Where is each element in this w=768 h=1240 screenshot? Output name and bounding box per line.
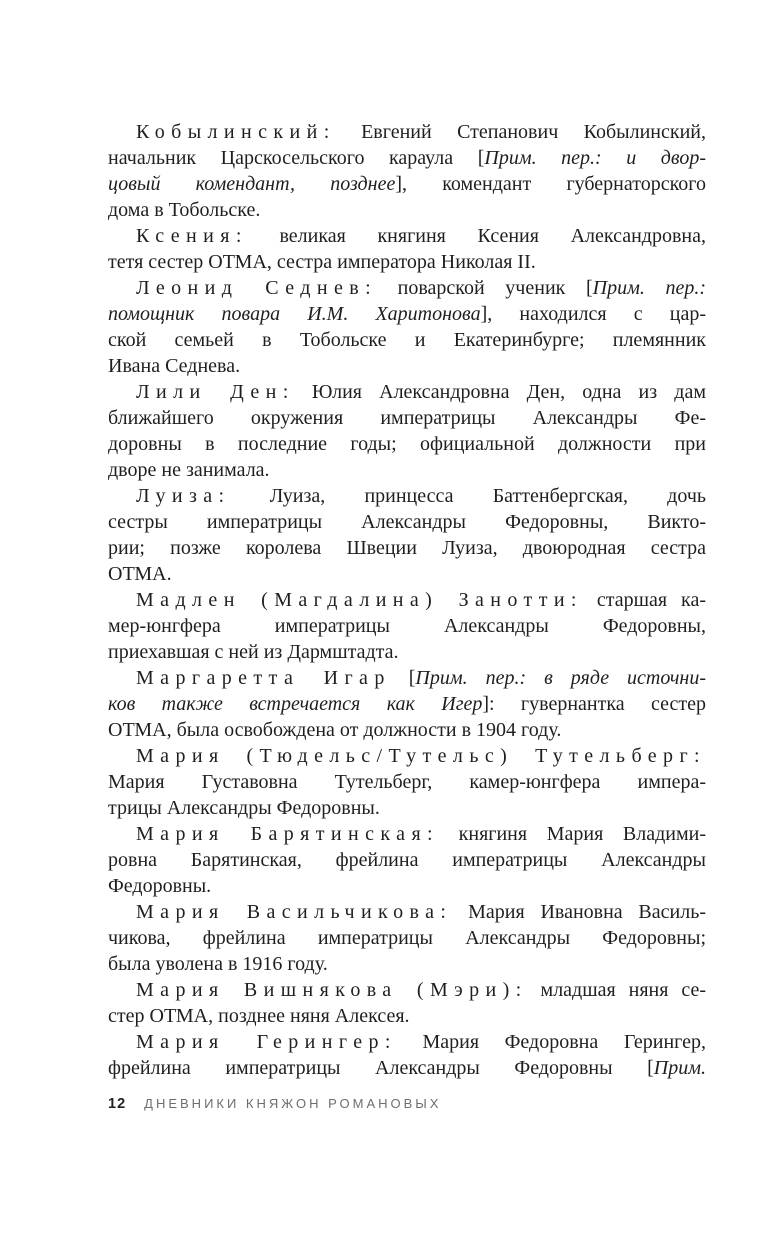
glossary-term: Мария Герингер: xyxy=(136,1031,397,1053)
text-line xyxy=(108,847,706,873)
body-text-run: ОТМА, была освобождена от должности в 1904 году. xyxy=(108,719,562,741)
glossary-term: Мария Васильчикова: xyxy=(136,901,453,923)
glossary-entry xyxy=(108,379,706,483)
glossary-entry xyxy=(108,821,706,899)
text-line xyxy=(108,249,706,275)
translator-note-text: цовый комендант, позднее xyxy=(108,173,396,195)
text-line xyxy=(108,223,706,249)
body-text-run: начальник Царскосельского караула [ xyxy=(108,147,485,169)
text-line xyxy=(108,431,706,457)
glossary-term: Мадлен (Магдалина) Занотти: xyxy=(136,589,583,611)
text-line xyxy=(108,561,706,587)
body-text-run: Мария Ивановна Василь- xyxy=(452,901,706,923)
text-line xyxy=(108,769,706,795)
text-line xyxy=(108,691,706,717)
text-line xyxy=(108,1003,706,1029)
text-line xyxy=(108,665,706,691)
text-line xyxy=(108,197,706,223)
translator-note-text: ков также встречается как Игер xyxy=(108,693,483,715)
body-text-run: великая княгиня Ксения Александровна, xyxy=(247,225,706,247)
page-footer xyxy=(108,1096,706,1112)
text-line xyxy=(108,613,706,639)
text-line xyxy=(108,275,706,301)
glossary-term: Кобылинский: xyxy=(136,121,336,143)
glossary-term: Маргаретта Игар xyxy=(136,667,391,689)
text-line xyxy=(108,405,706,431)
text-line xyxy=(108,145,706,171)
translator-note-text: Прим. xyxy=(653,1057,706,1079)
glossary-entry xyxy=(108,1029,706,1081)
glossary-text-block xyxy=(108,119,706,1081)
glossary-entry xyxy=(108,665,706,743)
text-line xyxy=(108,483,706,509)
text-line xyxy=(108,379,706,405)
text-line xyxy=(108,873,706,899)
body-text-run: княгиня Мария Владими- xyxy=(439,823,706,845)
glossary-entry xyxy=(108,977,706,1029)
body-text-run: дома в Тобольске. xyxy=(108,199,261,221)
text-line xyxy=(108,509,706,535)
body-text-run: трицы Александры Федоровны. xyxy=(108,797,380,819)
text-line xyxy=(108,743,706,769)
glossary-term: Леонид Седнев: xyxy=(136,277,378,299)
glossary-entry xyxy=(108,587,706,665)
text-line xyxy=(108,821,706,847)
body-text-run: Федоровны. xyxy=(108,875,212,897)
body-text-run: сестры императрицы Александры Федоровны, Викто- xyxy=(108,511,706,533)
glossary-entry xyxy=(108,223,706,275)
text-line xyxy=(108,951,706,977)
body-text-run: Евгений Степанович Кобылинский, xyxy=(335,121,706,143)
text-line xyxy=(108,977,706,1003)
body-text-run: поварской ученик [ xyxy=(377,277,593,299)
glossary-term: Луиза: xyxy=(136,485,231,507)
body-text-run: Мария Федоровна Герингер, xyxy=(396,1031,706,1053)
text-line xyxy=(108,171,706,197)
body-text-run: Луиза, принцесса Баттенбергская, дочь xyxy=(230,485,706,507)
text-line xyxy=(108,1055,706,1081)
glossary-entry xyxy=(108,275,706,379)
text-line xyxy=(108,457,706,483)
body-text-run: ], комендант губернаторского xyxy=(395,173,706,195)
text-line xyxy=(108,327,706,353)
body-text-run: младшая няня се- xyxy=(527,979,706,1001)
glossary-term: Мария Барятинская: xyxy=(136,823,440,845)
text-line xyxy=(108,795,706,821)
body-text-run: ]: гувернантка сестер xyxy=(482,693,706,715)
glossary-entry xyxy=(108,483,706,587)
text-line xyxy=(108,717,706,743)
text-line xyxy=(108,301,706,327)
glossary-term: Мария (Тюдельс/Тутельс) Тутельберг: xyxy=(136,745,706,767)
translator-note-text: Прим. пер.: xyxy=(592,277,706,299)
body-text-run: ской семьей в Тобольске и Екатеринбурге; племянник xyxy=(108,329,706,351)
translator-note-text: Прим. пер.: в ряде источни- xyxy=(415,667,706,689)
translator-note-text: Прим. пер.: и двор- xyxy=(484,147,706,169)
body-text-run: ], находился с цар- xyxy=(480,303,706,325)
glossary-term: Лили Ден: xyxy=(136,381,295,403)
glossary-entry xyxy=(108,119,706,223)
body-text-run: Юлия Александровна Ден, одна из дам xyxy=(294,381,706,403)
body-text-run: была уволена в 1916 году. xyxy=(108,953,328,975)
body-text-run: старшая ка- xyxy=(582,589,706,611)
body-text-run: доровны в последние годы; официальной должности при xyxy=(108,433,706,455)
body-text-run: ОТМА. xyxy=(108,563,172,585)
text-line xyxy=(108,119,706,145)
body-text-run: рии; позже королева Швеции Луиза, двоюродная сестра xyxy=(108,537,706,559)
glossary-term: Ксения: xyxy=(136,225,248,247)
text-line xyxy=(108,353,706,379)
text-line xyxy=(108,587,706,613)
body-text-run: ровна Барятинская, фрейлина императрицы Александры xyxy=(108,849,706,871)
body-text-run: Мария Густавовна Тутельберг, камер-юнгфера импера- xyxy=(108,771,706,793)
body-text-run: тетя сестер ОТМА, сестра императора Николая II. xyxy=(108,251,536,273)
text-line xyxy=(108,1029,706,1055)
glossary-entry xyxy=(108,899,706,977)
translator-note-text: помощник повара И.М. Харитонова xyxy=(108,303,481,325)
body-text-run: мер-юнгфера императрицы Александры Федоровны, xyxy=(108,615,706,637)
text-line xyxy=(108,535,706,561)
body-text-run: стер ОТМА, позднее няня Алексея. xyxy=(108,1005,410,1027)
body-text-run: Ивана Седнева. xyxy=(108,355,241,377)
body-text-run: [ xyxy=(390,667,416,689)
running-title: ДНЕВНИКИ КНЯЖОН РОМАНОВЫХ xyxy=(144,1096,442,1111)
body-text-run: дворе не занимала. xyxy=(108,459,270,481)
text-line xyxy=(108,925,706,951)
text-line xyxy=(108,899,706,925)
body-text-run: фрейлина императрицы Александры Федоровны [ xyxy=(108,1057,654,1079)
body-text-run: ближайшего окружения императрицы Александры Фе- xyxy=(108,407,706,429)
page-number: 12 xyxy=(108,1096,127,1112)
text-line xyxy=(108,639,706,665)
glossary-term: Мария Вишнякова (Мэри): xyxy=(136,979,528,1001)
body-text-run: приехавшая с ней из Дармштадта. xyxy=(108,641,399,663)
body-text-run: чикова, фрейлина императрицы Александры Федоровны; xyxy=(108,927,706,949)
glossary-entry xyxy=(108,743,706,821)
